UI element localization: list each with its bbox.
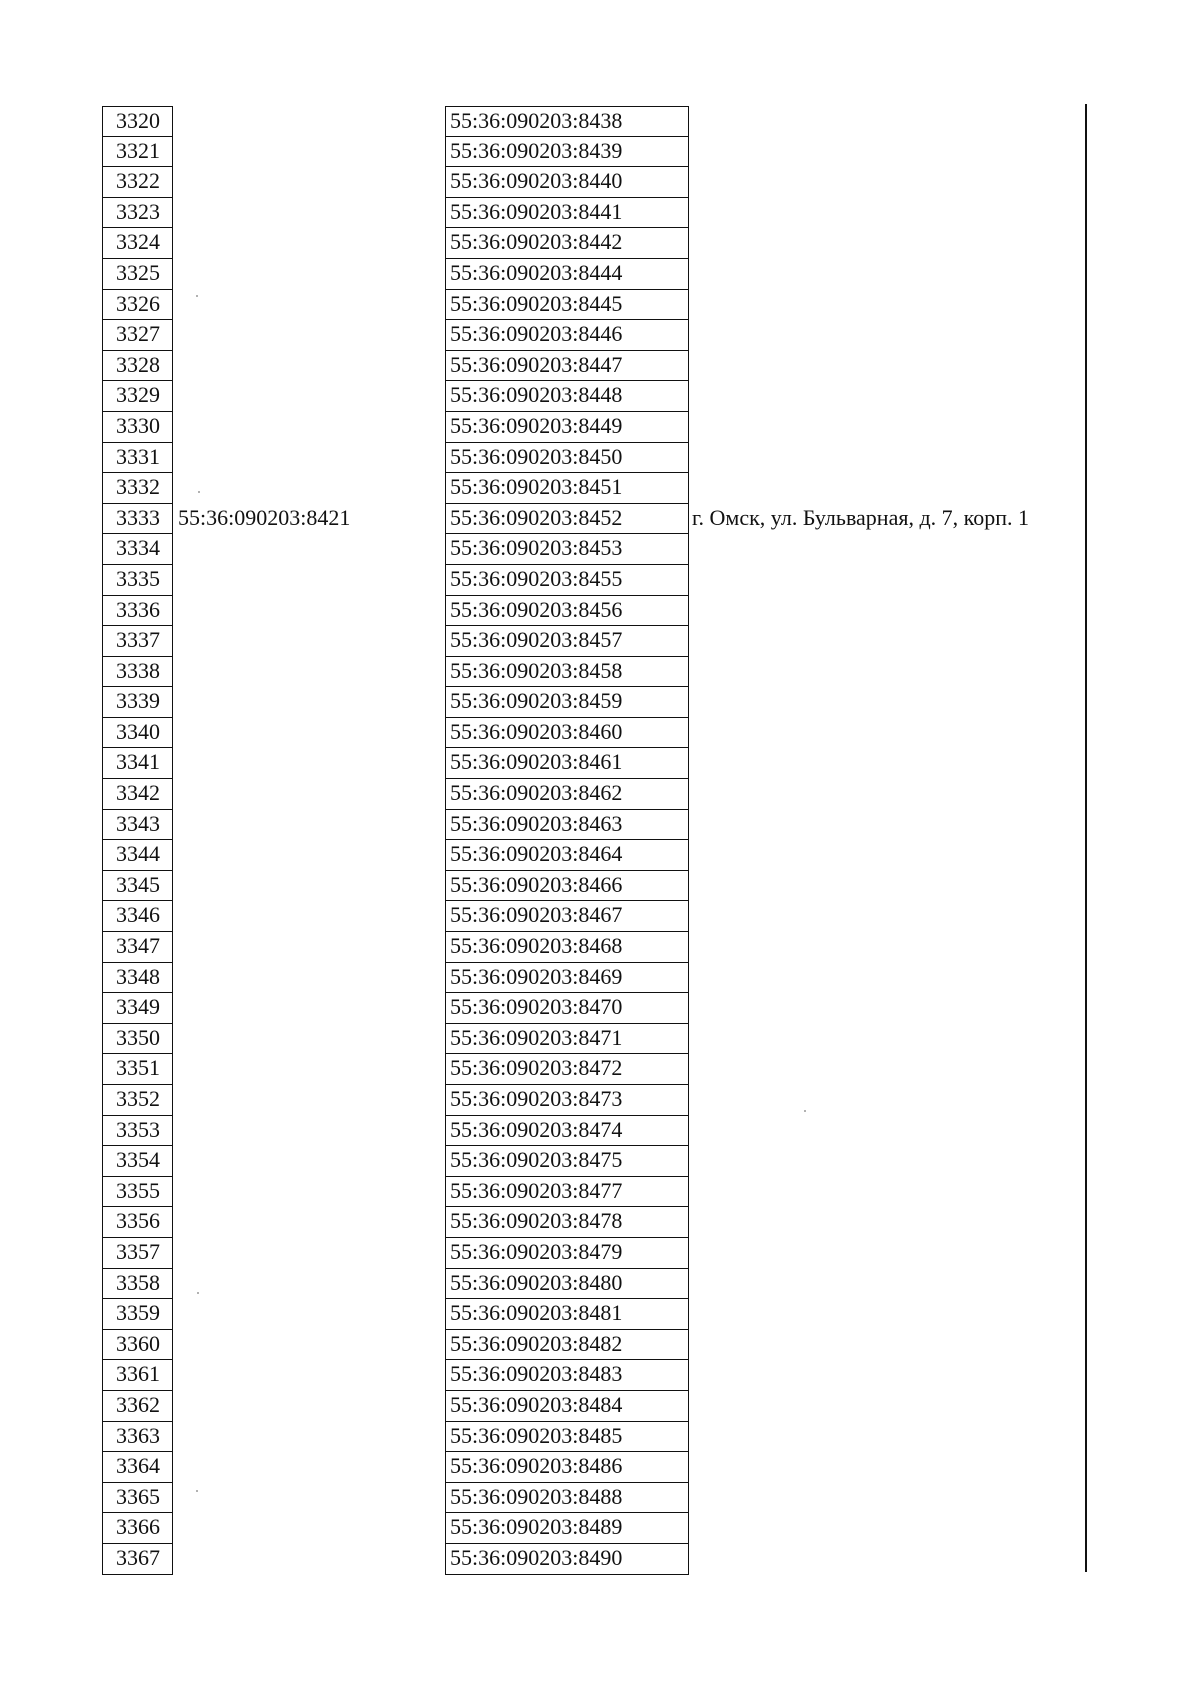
row-number-cell: 3334: [102, 534, 173, 565]
row-number-cell: 3322: [102, 167, 173, 198]
row-number-cell: 3345: [102, 871, 173, 902]
premises-cadastral-cell: 55:36:090203:8438: [445, 106, 689, 137]
premises-cadastral-cell: 55:36:090203:8472: [445, 1054, 689, 1085]
row-number-cell: 3340: [102, 718, 173, 749]
row-number-cell: 3326: [102, 290, 173, 321]
premises-cadastral-cell: 55:36:090203:8442: [445, 228, 689, 259]
premises-cadastral-cell: 55:36:090203:8444: [445, 259, 689, 290]
premises-cadastral-cell: 55:36:090203:8479: [445, 1238, 689, 1269]
row-number-cell: 3358: [102, 1269, 173, 1300]
premises-cadastral-cell: 55:36:090203:8449: [445, 412, 689, 443]
row-number-cell: 3339: [102, 687, 173, 718]
premises-cadastral-cell: 55:36:090203:8460: [445, 718, 689, 749]
premises-cadastral-cell: 55:36:090203:8483: [445, 1360, 689, 1391]
row-number-cell: 3365: [102, 1483, 173, 1514]
premises-cadastral-cell: 55:36:090203:8459: [445, 687, 689, 718]
premises-cadastral-cell: 55:36:090203:8456: [445, 596, 689, 627]
premises-cadastral-cell: 55:36:090203:8489: [445, 1513, 689, 1544]
premises-cadastral-cell: 55:36:090203:8447: [445, 351, 689, 382]
premises-cadastral-cell: 55:36:090203:8461: [445, 748, 689, 779]
premises-cadastral-cell: 55:36:090203:8450: [445, 443, 689, 474]
building-address: г. Омск, ул. Бульварная, д. 7, корп. 1: [692, 505, 1030, 530]
scan-speck: [197, 1292, 199, 1294]
table-right-border: [1085, 104, 1087, 1572]
row-number-cell: 3367: [102, 1544, 173, 1575]
scan-speck: [196, 1490, 198, 1492]
premises-cadastral-cell: 55:36:090203:8467: [445, 901, 689, 932]
premises-cadastral-cell: 55:36:090203:8439: [445, 137, 689, 168]
premises-cadastral-cell: 55:36:090203:8473: [445, 1085, 689, 1116]
premises-cadastral-cell: 55:36:090203:8488: [445, 1483, 689, 1514]
row-number-cell: 3320: [102, 106, 173, 137]
building-cadastral-number: 55:36:090203:8421: [178, 505, 351, 530]
row-number-cell: 3336: [102, 596, 173, 627]
premises-cadastral-cell: 55:36:090203:8440: [445, 167, 689, 198]
premises-cadastral-cell: 55:36:090203:8451: [445, 473, 689, 504]
row-number-cell: 3347: [102, 932, 173, 963]
row-number-cell: 3357: [102, 1238, 173, 1269]
premises-cadastral-cell: 55:36:090203:8480: [445, 1269, 689, 1300]
row-number-cell: 3338: [102, 657, 173, 688]
row-number-cell: 3353: [102, 1116, 173, 1147]
premises-cadastral-cell: 55:36:090203:8457: [445, 626, 689, 657]
scan-speck: [198, 491, 200, 493]
row-number-cell: 3349: [102, 993, 173, 1024]
premises-cadastral-cell: 55:36:090203:8486: [445, 1452, 689, 1483]
premises-cadastral-cell: 55:36:090203:8469: [445, 963, 689, 994]
row-number-cell: 3360: [102, 1330, 173, 1361]
row-number-cell: 3348: [102, 963, 173, 994]
row-number-cell: 3329: [102, 381, 173, 412]
row-number-cell: 3344: [102, 840, 173, 871]
premises-cadastral-column: [445, 106, 689, 1575]
premises-cadastral-cell: 55:36:090203:8468: [445, 932, 689, 963]
row-number-cell: 3356: [102, 1207, 173, 1238]
row-number-cell: 3335: [102, 565, 173, 596]
premises-cadastral-cell: 55:36:090203:8477: [445, 1177, 689, 1208]
premises-cadastral-cell: 55:36:090203:8448: [445, 381, 689, 412]
row-number-cell: 3355: [102, 1177, 173, 1208]
premises-cadastral-cell: 55:36:090203:8446: [445, 320, 689, 351]
row-number-cell: 3331: [102, 443, 173, 474]
premises-cadastral-cell: 55:36:090203:8481: [445, 1299, 689, 1330]
premises-cadastral-cell: 55:36:090203:8464: [445, 840, 689, 871]
scan-speck: [804, 1110, 806, 1112]
row-number-cell: 3332: [102, 473, 173, 504]
row-number-cell: 3346: [102, 901, 173, 932]
premises-cadastral-cell: 55:36:090203:8441: [445, 198, 689, 229]
row-number-cell: 3361: [102, 1360, 173, 1391]
row-number-cell: 3364: [102, 1452, 173, 1483]
premises-cadastral-cell: 55:36:090203:8482: [445, 1330, 689, 1361]
premises-cadastral-cell: 55:36:090203:8485: [445, 1422, 689, 1453]
premises-cadastral-cell: 55:36:090203:8484: [445, 1391, 689, 1422]
row-number-cell: 3352: [102, 1085, 173, 1116]
row-number-cell: 3333: [102, 504, 173, 535]
premises-cadastral-cell: 55:36:090203:8462: [445, 779, 689, 810]
scan-speck: [196, 295, 198, 297]
row-number-cell: 3328: [102, 351, 173, 382]
premises-cadastral-cell: 55:36:090203:8490: [445, 1544, 689, 1575]
premises-cadastral-cell: 55:36:090203:8474: [445, 1116, 689, 1147]
row-number-cell: 3330: [102, 412, 173, 443]
row-number-cell: 3321: [102, 137, 173, 168]
premises-cadastral-cell: 55:36:090203:8455: [445, 565, 689, 596]
row-number-cell: 3362: [102, 1391, 173, 1422]
premises-cadastral-cell: 55:36:090203:8453: [445, 534, 689, 565]
row-number-cell: 3325: [102, 259, 173, 290]
premises-cadastral-cell: 55:36:090203:8478: [445, 1207, 689, 1238]
row-number-cell: 3350: [102, 1024, 173, 1055]
premises-cadastral-cell: 55:36:090203:8475: [445, 1146, 689, 1177]
row-number-cell: 3323: [102, 198, 173, 229]
row-number-cell: 3343: [102, 810, 173, 841]
premises-cadastral-cell: 55:36:090203:8463: [445, 810, 689, 841]
row-number-cell: 3341: [102, 748, 173, 779]
premises-cadastral-cell: 55:36:090203:8452: [445, 504, 689, 535]
premises-cadastral-cell: 55:36:090203:8466: [445, 871, 689, 902]
row-number-cell: 3351: [102, 1054, 173, 1085]
premises-cadastral-cell: 55:36:090203:8445: [445, 290, 689, 321]
row-number-cell: 3342: [102, 779, 173, 810]
premises-cadastral-cell: 55:36:090203:8471: [445, 1024, 689, 1055]
row-number-column: [102, 106, 173, 1575]
row-number-cell: 3324: [102, 228, 173, 259]
row-number-cell: 3337: [102, 626, 173, 657]
row-number-cell: 3366: [102, 1513, 173, 1544]
row-number-cell: 3363: [102, 1422, 173, 1453]
premises-cadastral-cell: 55:36:090203:8470: [445, 993, 689, 1024]
row-number-cell: 3359: [102, 1299, 173, 1330]
row-number-cell: 3354: [102, 1146, 173, 1177]
premises-cadastral-cell: 55:36:090203:8458: [445, 657, 689, 688]
row-number-cell: 3327: [102, 320, 173, 351]
